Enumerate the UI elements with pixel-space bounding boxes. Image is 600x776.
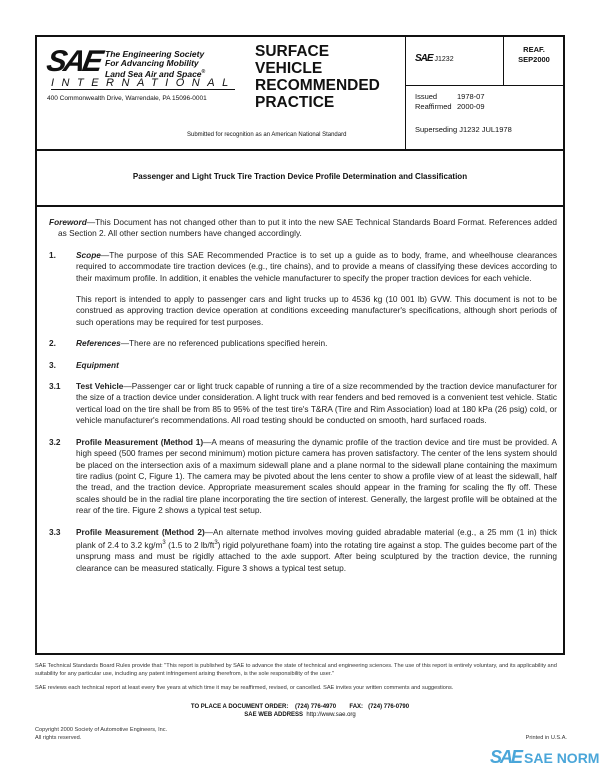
web-link[interactable]: http://www.sae.org xyxy=(306,712,356,718)
foreword: Foreword—This Document has not changed other than to put it into the new SAE Technical Standards Board Format. References added as Section 2. All other section numbers have changed accordingly. xyxy=(49,217,557,239)
superseding: Superseding J1232 JUL1978 xyxy=(415,125,512,134)
review-note: SAE reviews each technical report at least every five years at which time it may be reaffirmed, revised, or cancelled. SAE invites your written comments and suggestions. xyxy=(35,685,454,691)
reaffirmed-badge: REAF. SEP2000 xyxy=(518,45,550,64)
document-number: SAE J1232 xyxy=(415,53,454,64)
copyright: Copyright 2000 Society of Automotive Engineers, Inc. All rights reserved. xyxy=(35,727,168,741)
issue-dates: Issued 1978-07 Reaffirmed 2000-09 xyxy=(415,92,485,111)
divider xyxy=(503,37,504,85)
document-frame xyxy=(35,35,565,655)
section-scope: 1. Scope—The purpose of this SAE Recommended Practice is to set up a guide as to body, frame, and wheelhouse clearances required to accommodate tire traction devices (e.g., tire chains), and to provide a means of classifying these devices according to their maximum profile. In addition, it enables the vehicle manufacturer to specify the proper traction devices for each vehicle. This report is intended to apply to passenger cars and light trucks up to 4536 kg (10 001 lb) GVW. This document is not to be construed as approving traction device operation at conditions exceeding manufacturer's specifications, although short periods of such operations may be required for test purposes. xyxy=(49,249,557,327)
watermark: SAE SAE NORM xyxy=(490,747,600,767)
society-tagline: The Engineering Society For Advancing Mobility Land Sea Air and Space® xyxy=(105,49,206,79)
divider xyxy=(405,37,406,149)
document-header xyxy=(37,37,563,151)
policy-note: SAE Technical Standards Board Rules provide that: "This report is published by SAE to advance the state of technical and engineering sciences. The use of this report is entirely voluntary, and its applicability and suitability for any particular use, including any patent infringement arising therefrom, is the sole responsibility of the user." xyxy=(35,663,557,677)
section-equipment: 3. Equipment xyxy=(49,359,119,370)
order-info: TO PLACE A DOCUMENT ORDER: (724) 776-4970 FAX: (724) 776-0790 xyxy=(190,704,410,710)
printed-in: Printed in U.S.A. xyxy=(525,735,567,741)
section-test-vehicle: 3.1 Test Vehicle—Passenger car or light truck capable of running a tire of a size recommended by the traction device manufacturer for the size of a traction device under consideration. A light truck with rear fenders and bed removed is a convenient test vehicle. Static vertical load on the tire shall be from 85 to 95% of the test tire's T&RA (Tire and Rim Association) load at 180 kPa (26 psig) cold, or vehicle manufacturer's recommendations. All road testing should be conducted on smooth, hard surfaced roads. xyxy=(49,381,557,426)
section-references: 2. References—There are no referenced publications specified herein. xyxy=(49,338,328,349)
international-label: INTERNATIONAL xyxy=(51,77,236,89)
document-title: Passenger and Light Truck Tire Traction Device Profile Determination and Classification xyxy=(37,149,563,207)
divider xyxy=(405,85,563,86)
sae-logo-mark: SAE xyxy=(44,45,103,78)
address: 400 Commonwealth Drive, Warrendale, PA 15096-0001 xyxy=(47,95,207,102)
ansi-note: Submitted for recognition as an American National Standard xyxy=(187,132,347,138)
section-profile-method-2: 3.3 Profile Measurement (Method 2)—An alternate method involves moving guided abradable material (e.g., a 25 mm (1 in) thick plank of 2.4 to 3.2 $kg/m^3$ (1.5 to 2 $lb/ft^3$) rigid polyurethane foam) into the rotating tire against a stop. The guides become part of the unsprung mass and must be rigidly attached to the axle support. After being sculptured by the traction device, the running clearance can be measured statically. Figure 3 shows a typical test setup. xyxy=(49,526,557,573)
web-address: SAE WEB ADDRESS http://www.sae.org xyxy=(244,712,356,718)
watermark-logo: SAE xyxy=(490,747,522,767)
document-body xyxy=(49,217,557,584)
section-profile-method-1: 3.2 Profile Measurement (Method 1)—A means of measuring the dynamic profile of the traction device and tire must be provided. A high speed (500 frames per second minimum) motion picture camera has proven satisfactory. The center of the lens system should be placed on the intersection axis of a maximum sidewall plane and a plane normal to the sidewall plane containing the maximum tire radius (point C, Figure 1). The camera may be pivoted about the lens center to show a profile view of at least the sidewall, half the tread, and the traction device. Appropriate measurement scales should appear in the framing for scaling the fly off. These scales should be in the radial tire plane incorporating the tire section of interest. Generally, the largest profile will be obtained at the rear of the tire. Figure 2 shows a typical test setup. xyxy=(49,436,557,516)
document-kind: SURFACE VEHICLE RECOMMENDED PRACTICE xyxy=(255,43,380,111)
